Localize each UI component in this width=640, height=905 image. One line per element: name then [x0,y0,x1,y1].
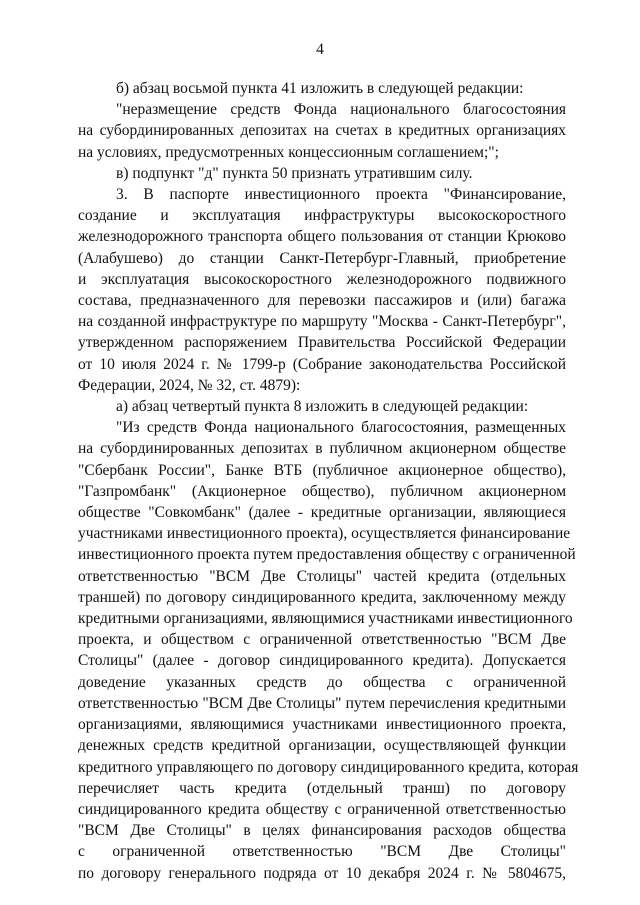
text-line: создание и эксплуатация инфраструктуры высокоскоростного [78,207,566,225]
text-line: по договору генерального подряда от 10 декабря 2024 г. № 5804675, [78,864,566,882]
text-line: "Сбербанк России", Банке ВТБ (публичное акционерное общество), [78,461,566,479]
paragraph [78,184,566,396]
paragraph [78,78,566,99]
text-line: с ограниченной ответственностью "ВСМ Две Столицы" [78,843,566,861]
text-line: железнодорожного транспорта общего пользования от станции Крюково [78,228,566,246]
text-line: в) подпункт "д" пункта 50 признать утратившим силу. [116,164,473,182]
text-line: проекта, и обществом с ограниченной ответственностью "ВСМ Две [78,631,566,649]
text-line: 3. В паспорте инвестиционного проекта "Финансирование, [116,186,566,204]
text-line: "ВСМ Две Столицы" в целях финансирования расходов общества [78,822,566,840]
text-line: б) абзац восьмой пункта 41 изложить в следующей редакции: [116,80,524,97]
text-line: траншей) по договору синдицированного кредита, заключенному между [78,588,566,606]
paragraph [78,163,566,184]
text-line: "Из средств Фонда национального благосостояния, размещенных [116,419,566,437]
paragraph [78,99,566,163]
text-line: на условиях, предусмотренных концессионным соглашением;"; [78,143,499,161]
text-line: на созданной инфраструктуре по маршруту "Москва - Санкт-Петербург", [78,313,566,331]
text-line: участниками инвестиционного проекта), осуществляется финансирование [78,525,571,543]
text-line: обществе "Совкомбанк" (далее - кредитные организации, являющиеся [78,504,566,522]
text-line: синдицированного кредита обществу с ограниченной ответственностью [78,800,566,818]
text-line: состава, предназначенного для перевозки пассажиров и (или) багажа [78,292,566,310]
paragraph [78,396,566,417]
text-line: инвестиционного проекта путем предоставления обществу с ограниченной [78,546,576,564]
text-line: организациями, являющимися участниками инвестиционного проекта, [78,716,566,734]
document-body [78,78,579,884]
text-line: денежных средств кредитной организации, осуществляющей функции [78,737,566,755]
text-line: ответственностью "ВСМ Две Столицы" путем перечисления кредитными [78,694,566,712]
text-line: от 10 июля 2024 г. № 1799-р (Собрание законодательства Российской [78,355,566,373]
text-line: а) абзац четвертый пункта 8 изложить в следующей редакции: [116,398,529,416]
text-line: Столицы" (далее - договор синдицированного кредита). Допускается [78,652,566,670]
text-line: утвержденном распоряжением Правительства Российской Федерации [78,334,566,352]
text-line: на субординированных депозитах на счетах в кредитных организациях [78,122,566,140]
text-line: на субординированных депозитах в публичном акционерном обществе [78,440,566,458]
text-line: Федерации, 2024, № 32, ст. 4879): [78,376,301,394]
text-line: кредитного управляющего по договору синдицированного кредита, которая [78,758,579,776]
text-line: (Алабушево) до станции Санкт-Петербург-Главный, приобретение [78,249,566,267]
text-line: и эксплуатация высокоскоростного железнодорожного подвижного [78,270,566,288]
paragraph [78,417,579,883]
text-line: доведение указанных средств до общества с ограниченной [78,673,566,691]
text-line: "неразмещение средств Фонда национального благосостояния [116,101,566,119]
text-line: кредитными организациями, являющимися участниками инвестиционного [78,610,573,628]
text-line: "Газпромбанк" (Акционерное общество), публичном акционерном [78,482,566,500]
text-line: перечисляет часть кредита (отдельный транш) по договору [78,779,566,797]
text-line: ответственностью "ВСМ Две Столицы" частей кредита (отдельных [78,567,566,585]
page-number: 4 [316,41,324,58]
